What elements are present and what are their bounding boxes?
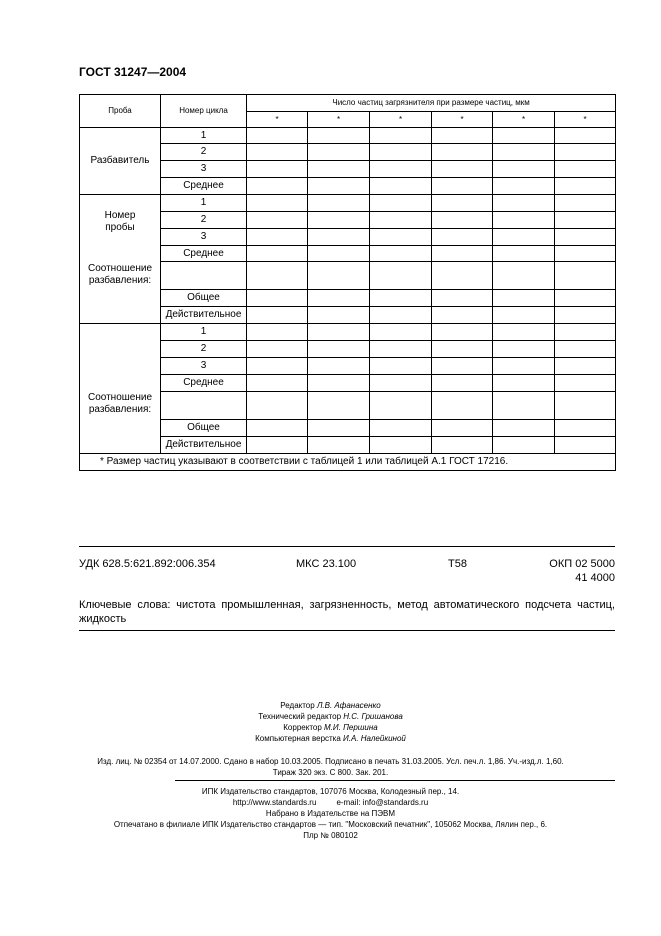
size-star: * [247, 112, 308, 128]
cycle-cell: Среднее [161, 246, 247, 262]
divider-top [79, 546, 615, 547]
cycle-cell: 2 [161, 341, 247, 358]
t-code: Т58 [448, 558, 467, 570]
size-star: * [493, 112, 555, 128]
printed-line: Отпечатано в филиале ИПК Издательство стандартов — тип. "Московский печатник", 105062 Москва, Лялин пер., 6. [113, 820, 548, 829]
keywords: Ключевые слова: чистота промышленная, загрязненность, метод автоматического подсчета частиц, жидкость [79, 599, 615, 625]
header-particle-count: Число частиц загрязнителя при размере частиц, мкм [247, 95, 616, 112]
table-footnote: * Размер частиц указывают в соответствии с таблицей 1 или таблицей А.1 ГОСТ 17216. [80, 454, 616, 471]
cycle-cell: Среднее [161, 178, 247, 195]
cycle-cell: Действительное [161, 307, 247, 324]
cycle-cell: Общее [161, 290, 247, 307]
ipk-line: ИПК Издательство стандартов, 107076 Москва, Колодезный пер., 14. [201, 787, 460, 796]
group-third-ratio-label: Соотношение разбавления: [87, 392, 153, 415]
contacts-line [0, 797, 661, 808]
cycle-cell: 1 [161, 324, 247, 341]
size-star: * [370, 112, 432, 128]
divider-keywords [79, 630, 615, 631]
plr-line: Плр № 080102 [303, 831, 358, 840]
corrector-line: Корректор М.И. Першина [283, 723, 378, 732]
cycle-cell: 3 [161, 358, 247, 375]
cycle-cell-empty [161, 392, 247, 420]
page-header-title: ГОСТ 31247—2004 [79, 65, 187, 79]
cycle-cell: 2 [161, 144, 247, 161]
editor-line: Редактор Л.В. Афанасенко [280, 701, 381, 710]
header-cycle-number: Номер цикла [161, 95, 247, 128]
cycle-cell-empty [161, 262, 247, 290]
group-sample-number-label: Номер пробы [104, 210, 136, 233]
mks-code: МКС 23.100 [296, 558, 357, 570]
cycle-cell: 3 [161, 161, 247, 178]
size-star: * [308, 112, 370, 128]
cycle-cell: 2 [161, 212, 247, 229]
group-diluent-label: Разбавитель [80, 128, 161, 195]
email-link: e-mail: info@standards.ru [336, 798, 429, 807]
header-sample: Проба [80, 95, 161, 128]
divider-imprint [175, 780, 615, 781]
layout-line: Компьютерная верстка И.А. Налейкиной [255, 734, 406, 743]
cycle-cell: 3 [161, 229, 247, 246]
size-star: * [555, 112, 616, 128]
cycle-cell: 1 [161, 195, 247, 212]
group-sample-label [80, 195, 161, 324]
size-star: * [432, 112, 493, 128]
website-link: http://www.standards.ru [232, 798, 317, 807]
group-third-label [80, 324, 161, 454]
publish-line-2: Тираж 320 экз. С 800. Зак. 201. [272, 768, 389, 777]
okp-code: ОКП 02 5000 41 4000 [549, 558, 615, 584]
cycle-cell: Действительное [161, 437, 247, 454]
cycle-cell: 1 [161, 128, 247, 144]
typeset-line: Набрано в Издательстве на ПЭВМ [265, 809, 396, 818]
particle-count-table [79, 94, 616, 471]
group-sample-ratio-label: Соотношение разбавления: [87, 263, 153, 286]
cycle-cell: Среднее [161, 375, 247, 392]
udc-code: УДК 628.5:621.892:006.354 [79, 558, 216, 570]
tech-editor-line: Технический редактор Н.С. Гришанова [258, 712, 403, 721]
cycle-cell: Общее [161, 420, 247, 437]
publish-line-1: Изд. лиц. № 02354 от 14.07.2000. Сдано в набор 10.03.2005. Подписано в печать 31.03.2005. Усл. печ.л. 1,86. Уч.-изд.л. 1,60. [97, 757, 564, 766]
